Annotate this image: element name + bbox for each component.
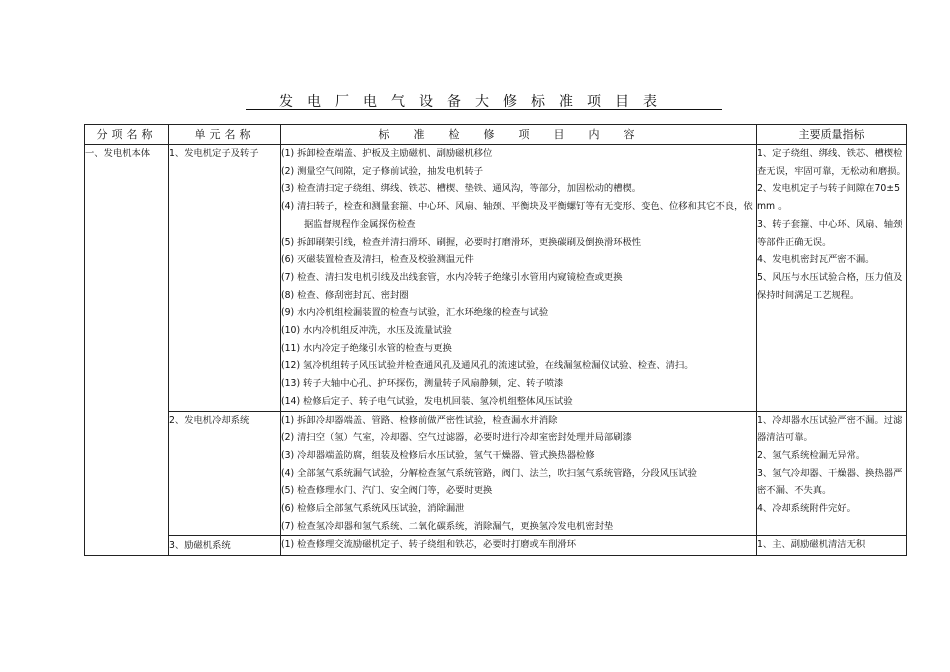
list-item: (2) 清扫空（氢）气室，冷却器、空气过滤器，必要时进行冷却室密封处理并局部刷漆 [281,432,632,444]
standard-items-cell [281,411,757,536]
table-row [85,411,907,536]
table-header-row [85,125,907,145]
list-item: (5) 拆卸刷架引线，检查并清扫滑环、刷握，必要时打磨滑环，更换碳刷及倒换滑环极性 [281,236,642,248]
header-quality-indicators: 主要质量指标 [757,125,907,145]
quality-item: 1、定子绕组、绑线、铁芯、槽楔检查无误，牢固可靠，无松动和磨损。 [757,148,906,177]
unit-name-cell: 1、发电机定子及转子 [169,145,281,412]
table-row [85,145,907,412]
quality-item: 1、冷却器水压试验严密不漏。过滤器清洁可靠。 [757,414,903,444]
quality-item: 3、氢气冷却器、干燥器、换热器严密不漏、不失真。 [757,467,903,497]
list-item: (10) 水内冷机组反冲洗，水压及流量试验 [281,325,452,337]
list-item: (1) 检查修理交流励磁机定子、转子绕组和铁芯，必要时打磨或车削滑环 [281,539,577,551]
standard-items-cell [281,145,757,412]
quality-indicators-cell [757,536,907,556]
document-title: 发电厂电气设备大修标准项目表 [279,94,671,110]
quality-item: 2、发电机定子与转子间隙在70±5mm 。 [757,183,901,213]
list-item: (4) 清扫转子，检查和测量套箍、中心环、风扇、轴颈、平衡块及平衡螺钉等有无变形、变色、位移和其它不良，依据监督规程作金属探伤检查 [281,201,753,230]
list-item: (5) 检查修理水门、汽门、安全阀门等，必要时更换 [281,485,493,497]
quality-item: 5、风压与水压试验合格，压力值及保持时间满足工艺规程。 [757,271,903,301]
quality-indicators-cell [757,411,907,536]
quality-item: 4、冷却系统附件完好。 [757,503,856,515]
list-item: (9) 水内冷机组检漏装置的检查与试验，汇水环绝缘的检查与试验 [281,307,549,319]
list-item: (7) 检查、清扫发电机引线及出线套管，水内冷转子绝缘引水管用内窥镜检查或更换 [281,271,623,283]
list-item: (3) 检查清扫定子绕组、绑线、铁芯、槽楔、垫铁、通风沟，等部分，加固松动的槽楔。 [281,183,642,195]
quality-indicators-cell [757,145,907,412]
table-row [85,536,907,556]
header-section-name: 分项名称 [85,125,169,145]
list-item: (8) 检查、修刮密封瓦、密封圈 [281,289,409,301]
list-item: (1) 拆卸检查端盖、护板及主励磁机、副励磁机移位 [281,148,493,159]
list-item: (4) 全部氢气系统漏气试验，分解检查氢气系统管路，阀门、法兰，吹扫氢气系统管路，分段风压试验 [281,467,697,479]
list-item: (6) 灭磁装置检查及清扫，检查及校验测温元件 [281,254,474,266]
title-underline [246,109,722,110]
list-item: (14) 检修后定子、转子电气试验，发电机回装、氢冷机组整体风压试验 [281,395,573,407]
list-item: (1) 拆卸冷却器端盖、管路、检修前做严密性试验，检查漏水并消除 [281,414,558,426]
header-standard-items: 标准检修项目内容 [281,125,757,145]
section-name-cell: 一、发电机本体 [85,145,169,556]
header-unit-name: 单元名称 [169,125,281,145]
list-item: (7) 检查氢冷却器和氢气系统、二氧化碳系统，消除漏气，更换氢冷发电机密封垫 [281,520,614,532]
list-item: (13) 转子大轴中心孔、护环探伤，测量转子风扇静频，定、转子喷漆 [281,378,564,390]
unit-name-cell: 2、发电机冷却系统 [169,411,281,536]
quality-item: 4、发电机密封瓦严密不漏。 [757,254,875,266]
standard-items-cell [281,536,757,556]
quality-item: 1、主、副励磁机清洁无积 [757,539,866,551]
quality-item: 2、氢气系统检漏无异常。 [757,449,866,461]
unit-name-cell: 3、励磁机系统 [169,536,281,556]
quality-item: 3、转子套箍、中心环、风扇、轴颈等部件正确无误。 [757,218,903,248]
list-item: (12) 氢冷机组转子风压试验并检查通风孔及通风孔的流速试验，在线漏氢检漏仪试验、检查、清扫。 [281,360,694,372]
list-item: (11) 水内冷定子绝缘引水管的检查与更换 [281,342,452,354]
list-item: (2) 测量空气间隙，定子修前试验，抽发电机转子 [281,165,484,177]
maintenance-standard-table [84,124,907,556]
list-item: (3) 冷却器端盖防腐，组装及检修后水压试验，氢气干燥器、管式换热器检修 [281,449,595,461]
list-item: (6) 检修后全部氢气系统风压试验，消除漏泄 [281,503,465,515]
